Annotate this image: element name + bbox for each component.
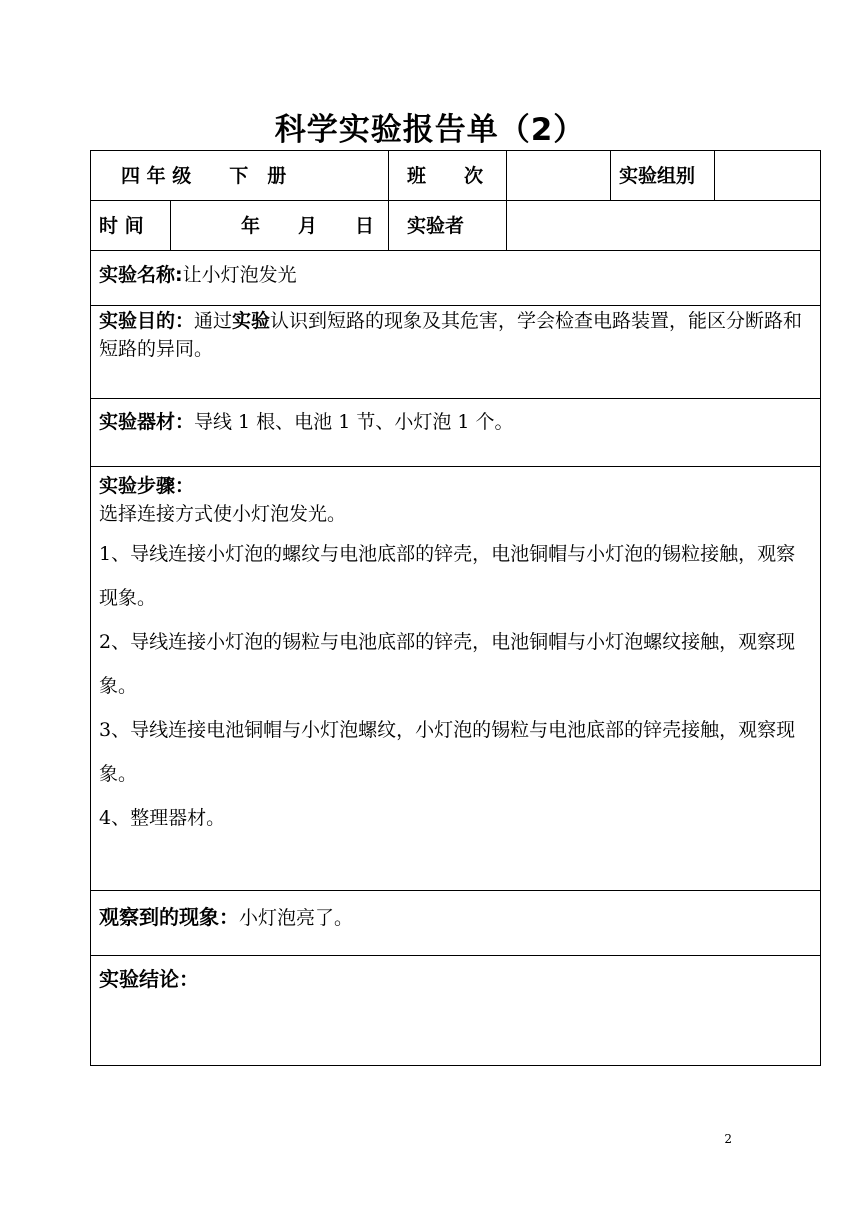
header-row-2 [91, 201, 821, 251]
time-label: 时 间 [91, 201, 171, 251]
date-field[interactable]: 年 月 日 [171, 201, 389, 251]
experiment-name-value: 让小灯泡发光 [182, 264, 297, 286]
grade-label: 四 年 级 下 册 [91, 151, 389, 201]
group-label: 实验组别 [611, 151, 715, 201]
steps-row [91, 467, 821, 891]
purpose-text-before: 通过 [194, 310, 233, 332]
step-item: 1、导线连接小灯泡的螺纹与电池底部的锌壳，电池铜帽与小灯泡的锡粒接触，观察现象。 [99, 543, 796, 609]
step-item: 2、导线连接小灯泡的锡粒与电池底部的锌壳，电池铜帽与小灯泡螺纹接触，观察现象。 [99, 631, 796, 697]
experiment-name-label: 实验名称: [99, 264, 183, 286]
steps-intro: 选择连接方式使小灯泡发光。 [99, 503, 347, 525]
materials-value: 导线 1 根、电池 1 节、小灯泡 1 个。 [194, 411, 514, 433]
class-field[interactable] [507, 151, 611, 201]
page-number: 2 [724, 1132, 732, 1146]
experimenter-label: 实验者 [389, 201, 507, 251]
observation-label: 观察到的现象： [99, 905, 239, 929]
materials-label: 实验器材： [99, 411, 195, 433]
step-item: 3、导线连接电池铜帽与小灯泡螺纹，小灯泡的锡粒与电池底部的锌壳接触，观察现象。 [99, 719, 796, 785]
experimenter-field[interactable] [507, 201, 821, 251]
observation-value: 小灯泡亮了。 [239, 907, 354, 929]
observation-row [91, 891, 821, 956]
class-label: 班 次 [389, 151, 507, 201]
conclusion-row [91, 956, 821, 1066]
materials-row [91, 399, 821, 467]
group-field[interactable] [715, 151, 821, 201]
name-row [91, 251, 821, 306]
purpose-text-after: 认识到短路的现象及其危害，学会检查电路装置，能区分断路和短路的异同。 [99, 310, 803, 360]
header-row-1 [91, 151, 821, 201]
report-table [90, 150, 821, 1066]
step-item: 4、整理器材。 [99, 807, 226, 829]
purpose-bold-word: 实验 [232, 310, 271, 332]
purpose-label: 实验目的： [99, 310, 195, 332]
purpose-row [91, 306, 821, 399]
steps-label: 实验步骤： [99, 475, 195, 497]
page-title: 科学实验报告单（2） [274, 112, 586, 148]
conclusion-label: 实验结论： [99, 967, 199, 991]
